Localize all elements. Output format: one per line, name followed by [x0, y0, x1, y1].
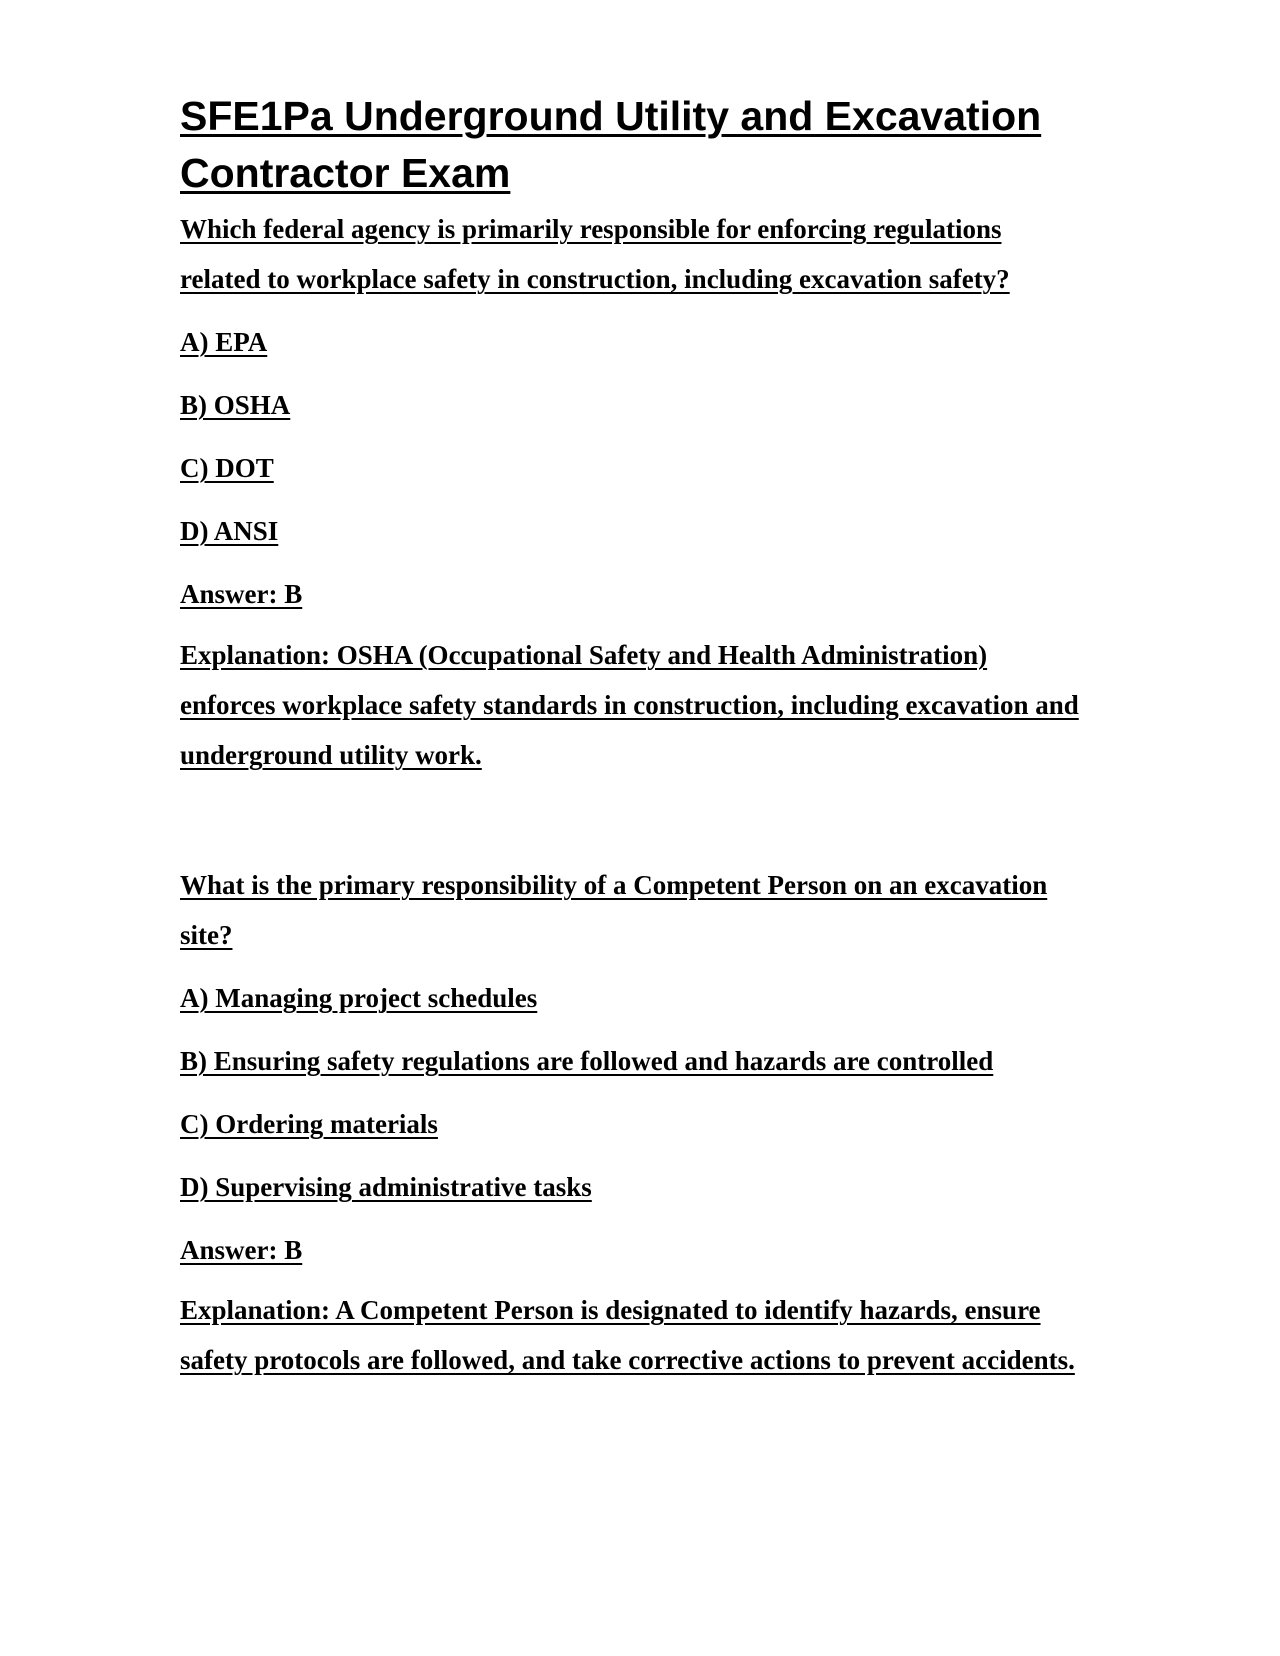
question-1-option-a: A) EPA [180, 327, 268, 357]
question-2-option-d: D) Supervising administrative tasks [180, 1172, 592, 1202]
question-1-answer: Answer: B [180, 579, 303, 609]
question-1-option-c: C) DOT [180, 453, 274, 483]
question-1-option-b: B) OSHA [180, 390, 291, 420]
question-2-option-a: A) Managing project schedules [180, 983, 538, 1013]
question-1-option-d: D) ANSI [180, 516, 279, 546]
question-2-option-c: C) Ordering materials [180, 1109, 438, 1139]
question-2-answer: Answer: B [180, 1235, 303, 1265]
question-1-text: Which federal agency is primarily responsible for enforcing regulations related to workplace safety in construction, including excavation safety? [180, 214, 1010, 294]
question-2-option-b: B) Ensuring safety regulations are followed and hazards are controlled [180, 1046, 994, 1076]
question-2-text: What is the primary responsibility of a Competent Person on an excavation site? [180, 870, 1048, 950]
document-title: SFE1Pa Underground Utility and Excavation Contractor Exam [180, 93, 1042, 196]
question-1-explanation: Explanation: OSHA (Occupational Safety and Health Administration) enforces workplace safety standards in construction, including excavation and underground utility work. [180, 640, 1079, 770]
question-2-explanation: Explanation: A Competent Person is designated to identify hazards, ensure safety protocols are followed, and take corrective actions to prevent accidents. [180, 1295, 1075, 1375]
